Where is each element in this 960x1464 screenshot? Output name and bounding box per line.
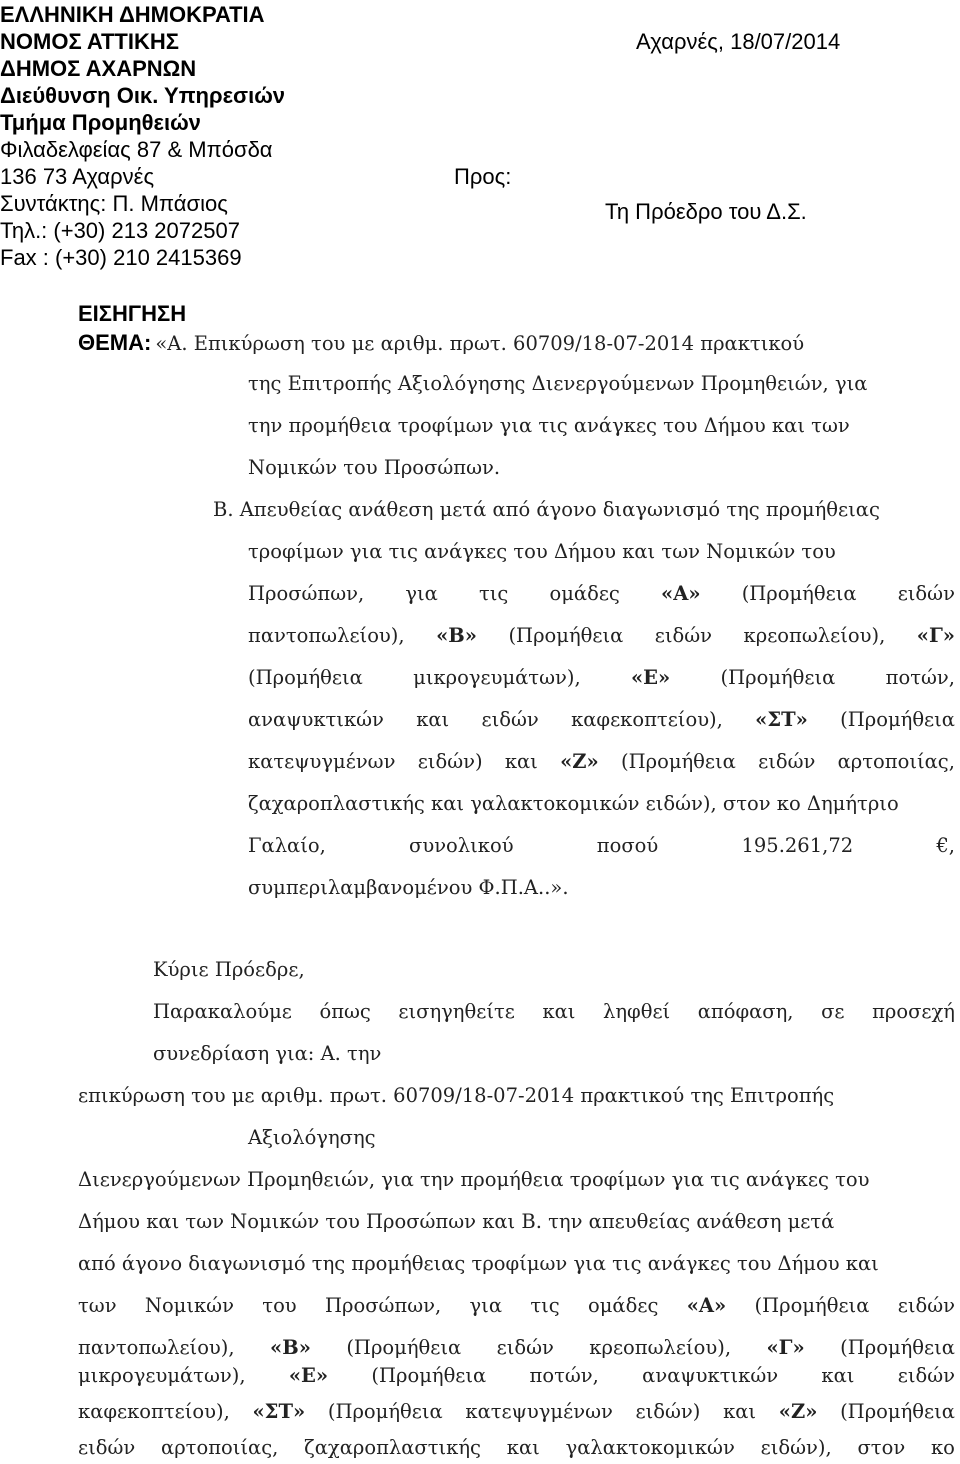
body-line-9 — [78, 1336, 955, 1359]
word: στον — [857, 1436, 906, 1459]
word: Γαλαίο, — [248, 834, 326, 857]
word: του — [262, 1294, 297, 1317]
group-label-g: «Γ» — [766, 1336, 805, 1359]
org-line-5: Τμήμα Προμηθειών — [0, 110, 201, 135]
subject-b-line-8: ζαχαροπλαστικής και γαλακτοκομικών ειδών), στον κο Δημήτριο — [248, 792, 899, 815]
word: απόφαση, — [697, 1000, 794, 1023]
subject-b-line-3 — [248, 582, 955, 605]
subject-a-line-1: της Επιτροπής Αξιολόγησης Διενεργούμενων Προμηθειών, για — [248, 372, 868, 395]
word: παντοπωλείου), — [248, 624, 405, 647]
word: κρεοπωλείου), — [743, 624, 886, 647]
word: συνολικού — [409, 834, 514, 857]
word: ειδών — [78, 1436, 136, 1459]
word: όπως — [319, 1000, 371, 1023]
word: ποσού — [596, 834, 659, 857]
body-line-1 — [153, 1000, 955, 1023]
word: ειδών) — [635, 1400, 701, 1423]
group-label-g: «Γ» — [916, 624, 955, 647]
word: και — [821, 1364, 855, 1387]
word: ληφθεί — [603, 1000, 671, 1023]
word: κρεοπωλείου), — [589, 1336, 732, 1359]
to-label: Προς: — [454, 164, 512, 189]
word: μικρογευμάτων), — [78, 1364, 246, 1387]
address-line-3: Συντάκτης: Π. Μπάσιος — [0, 191, 228, 216]
word: τις — [530, 1294, 560, 1317]
word: κο — [930, 1436, 955, 1459]
word: για — [469, 1294, 502, 1317]
word: ποτών, — [529, 1364, 599, 1387]
subject-b-line-9 — [248, 834, 955, 857]
word: τις — [478, 582, 509, 605]
body-line-4: Αξιολόγησης — [248, 1126, 376, 1149]
group-label-z: «Ζ» — [778, 1400, 818, 1423]
word: ειδών — [496, 1336, 554, 1359]
word: (Προμήθεια — [840, 1400, 955, 1423]
subject-a-line-2: την προμήθεια τροφίμων για τις ανάγκες του Δήμου και των — [248, 414, 850, 437]
group-label-z: «Ζ» — [560, 750, 599, 773]
word: καφεκοπτείου), — [78, 1400, 230, 1423]
subject-b-line-4 — [248, 624, 955, 647]
word: προσεχή — [872, 1000, 955, 1023]
subject-b-line-6 — [248, 708, 955, 731]
body-line-8 — [78, 1294, 955, 1317]
body-line-7: από άγονο διαγωνισμό της προμήθειας τροφίμων για τις ανάγκες του Δήμου και — [78, 1252, 879, 1275]
body-line-3: επικύρωση του με αριθμ. πρωτ. 60709/18-07-2014 πρακτικού της Επιτροπής — [78, 1084, 835, 1107]
word: σε — [821, 1000, 845, 1023]
word: (Προμήθεια — [754, 1294, 870, 1317]
word: Προσώπων, — [248, 582, 365, 605]
body-line-6: Δήμου και των Νομικών του Προσώπων και Β. την απευθείας ανάθεση μετά — [78, 1210, 835, 1233]
word: (Προμήθεια — [248, 666, 363, 689]
org-line-2: ΝΟΜΟΣ ΑΤΤΙΚΗΣ — [0, 29, 179, 54]
word: ποτών, — [885, 666, 955, 689]
word: Νομικών — [144, 1294, 234, 1317]
eisigisi-title: ΕΙΣΗΓΗΣΗ — [78, 301, 187, 326]
amount: 195.261,72 — [741, 834, 854, 857]
word: ζαχαροπλαστικής — [304, 1436, 481, 1459]
word: ομάδες — [549, 582, 620, 605]
word: ειδών — [758, 750, 816, 773]
subject-b-line-2: τροφίμων για τις ανάγκες του Δήμου και των Νομικών του — [248, 540, 836, 563]
word: καφεκοπτείου), — [571, 708, 723, 731]
group-label-b: «Β» — [270, 1336, 311, 1359]
body-line-10 — [78, 1364, 955, 1387]
subject-a-line-3: Νομικών του Προσώπων. — [248, 456, 501, 479]
address-line-5: Fax : (+30) 210 2415369 — [0, 245, 242, 270]
word: ειδών — [897, 582, 955, 605]
body-line-5: Διενεργούμενων Προμηθειών, για την προμήθεια τροφίμων για τις ανάγκες του — [78, 1168, 870, 1191]
word: των — [78, 1294, 117, 1317]
address-line-4: Τηλ.: (+30) 213 2072507 — [0, 218, 240, 243]
word: εισηγηθείτε — [398, 1000, 515, 1023]
word: (Προμήθεια — [741, 582, 857, 605]
subject-b-line-5 — [248, 666, 955, 689]
word: για — [405, 582, 438, 605]
group-label-e: «Ε» — [630, 666, 671, 689]
word: ειδών), — [760, 1436, 832, 1459]
word: ειδών — [481, 708, 539, 731]
subject-first-line — [78, 329, 804, 356]
word: γαλακτοκομικών — [565, 1436, 735, 1459]
org-line-3: ΔΗΜΟΣ ΑΧΑΡΝΩΝ — [0, 56, 197, 81]
subject-first-text: «Α. Επικύρωση του με αριθμ. πρωτ. 60709/18-07-2014 πρακτικού — [155, 332, 805, 355]
word: ειδών — [654, 624, 713, 647]
word: (Προμήθεια — [840, 708, 955, 731]
word: ειδών — [897, 1364, 955, 1387]
group-label-a: «Α» — [686, 1294, 727, 1317]
word: Προσώπων, — [325, 1294, 442, 1317]
word: και — [416, 708, 450, 731]
body-line-12 — [78, 1436, 955, 1459]
body-line-2: συνεδρίαση για: Α. την — [153, 1042, 382, 1065]
word: και — [504, 750, 538, 773]
subject-b-line-10: συμπεριλαμβανομένου Φ.Π.Α..». — [248, 876, 569, 899]
word: (Προμήθεια — [346, 1336, 462, 1359]
group-label-e: «Ε» — [288, 1364, 329, 1387]
subject-b-line-7 — [248, 750, 955, 773]
word: κατεψυγμένων — [465, 1400, 613, 1423]
word: (Προμήθεια — [508, 624, 624, 647]
word: αρτοποιίας, — [837, 750, 955, 773]
word: ειδών) — [417, 750, 483, 773]
word: και — [542, 1000, 576, 1023]
address-line-2: 136 73 Αχαρνές — [0, 164, 155, 189]
word: (Προμήθεια — [327, 1400, 443, 1423]
address-line-1: Φιλαδελφείας 87 & Μπόσδα — [0, 137, 273, 162]
word: παντοπωλείου), — [78, 1336, 235, 1359]
group-label-st: «ΣΤ» — [755, 708, 808, 731]
word: αναψυκτικών — [642, 1364, 779, 1387]
word: μικρογευμάτων), — [413, 666, 581, 689]
group-label-st: «ΣΤ» — [252, 1400, 306, 1423]
word: και — [506, 1436, 540, 1459]
word: (Προμήθεια — [840, 1336, 955, 1359]
group-label-b: «Β» — [436, 624, 477, 647]
body-line-11 — [78, 1400, 955, 1423]
word: αρτοποιίας, — [161, 1436, 279, 1459]
word: αναψυκτικών — [248, 708, 384, 731]
word: Παρακαλούμε — [153, 1000, 292, 1023]
recipient: Τη Πρόεδρο του Δ.Σ. — [605, 199, 807, 224]
group-label-a: «Α» — [661, 582, 701, 605]
word: ομάδες — [588, 1294, 659, 1317]
word: (Προμήθεια — [621, 750, 736, 773]
word: (Προμήθεια — [371, 1364, 487, 1387]
word: και — [723, 1400, 757, 1423]
org-line-1: ΕΛΛΗΝΙΚΗ ΔΗΜΟΚΡΑΤΙΑ — [0, 2, 265, 27]
word: €, — [936, 834, 955, 857]
subject-label: ΘΕΜΑ: — [78, 330, 152, 355]
salutation: Κύριε Πρόεδρε, — [153, 958, 305, 981]
place-date: Αχαρνές, 18/07/2014 — [636, 29, 841, 54]
subject-b-line-1: Β. Απευθείας ανάθεση μετά από άγονο διαγωνισμό της προμήθειας — [213, 498, 880, 521]
org-line-4: Διεύθυνση Οικ. Υπηρεσιών — [0, 83, 286, 108]
word: κατεψυγμένων — [248, 750, 396, 773]
word: ειδών — [897, 1294, 955, 1317]
word: (Προμήθεια — [720, 666, 836, 689]
